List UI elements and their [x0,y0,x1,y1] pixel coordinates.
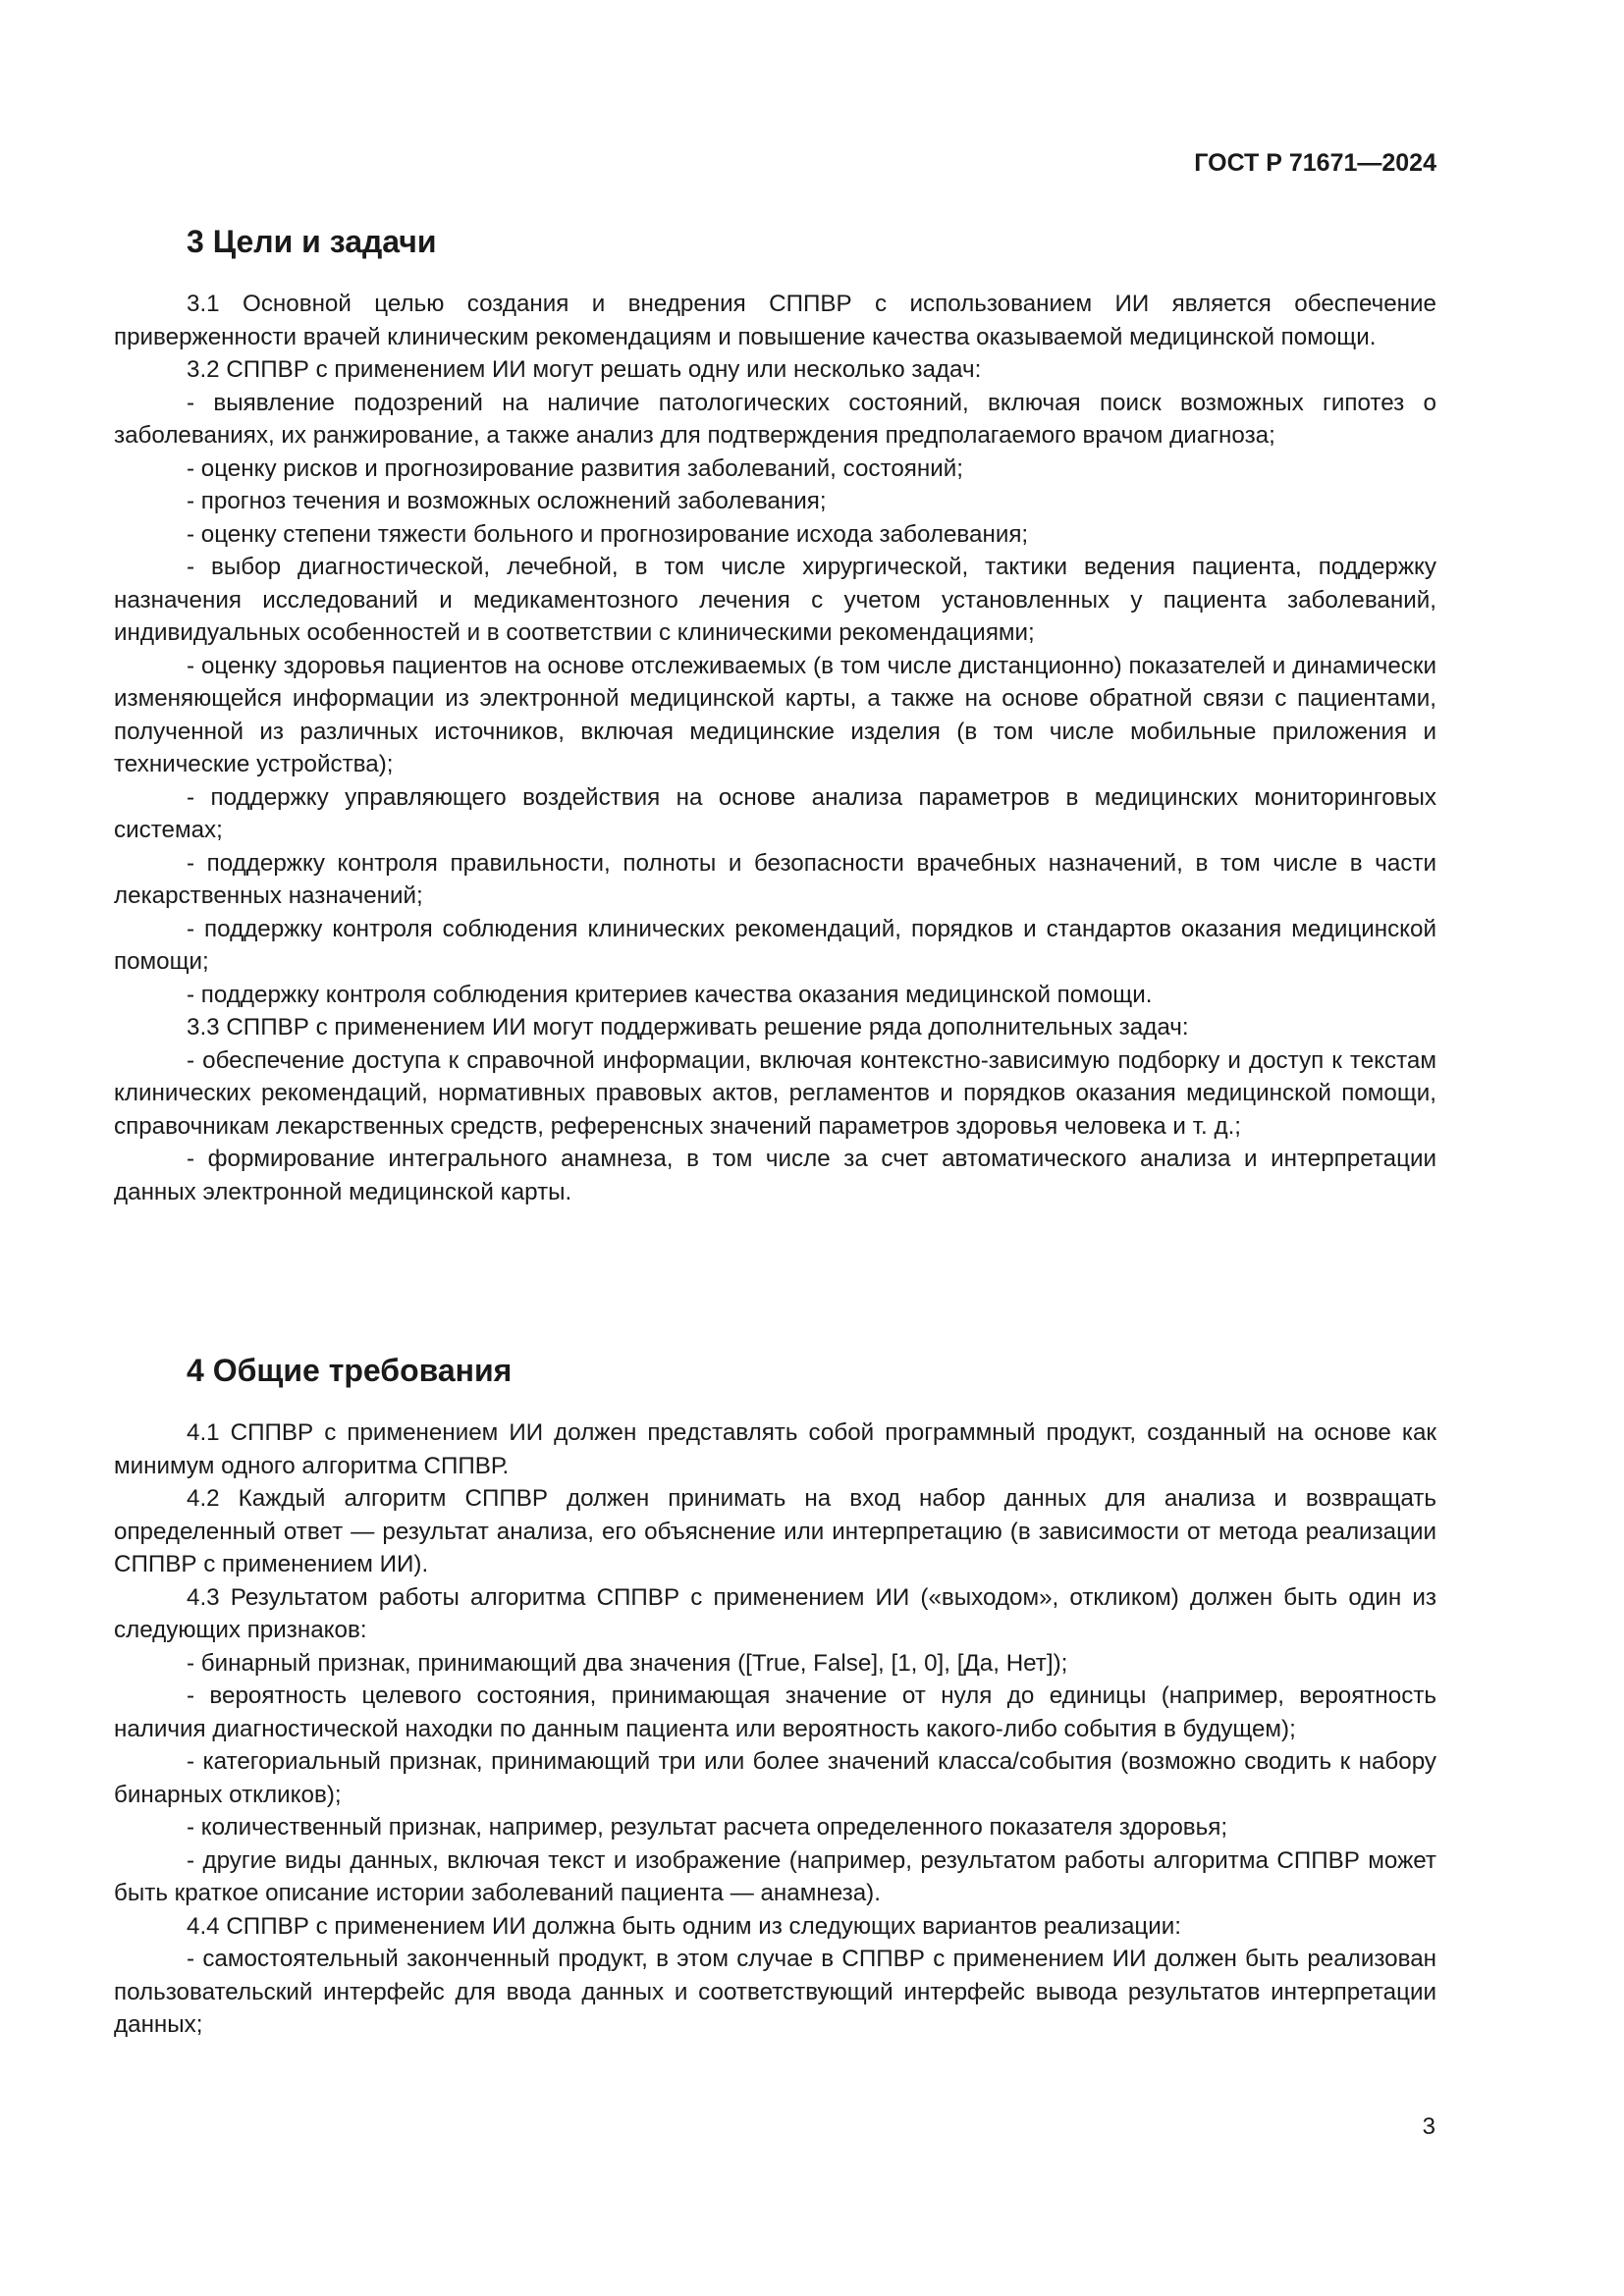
list-item: - оценку здоровья пациентов на основе отслеживаемых (в том числе дистанционно) показателей и динамически изменяющейся информации из электронной медицинской карты, а также на основе обратной связи с пациентами, полученной из различных источников, включая медицинские изделия (в том числе мобильные приложения и технические устройства); [114,652,1436,777]
list-item: - оценку рисков и прогнозирование развития заболеваний, состояний; [187,454,963,482]
list-item: - самостоятельный законченный продукт, в этом случае в СППВР с применением ИИ должен быть реализован пользовательский интерфейс для ввода данных и соответствующий интерфейс вывода результатов интерпретации данных; [114,1946,1436,2038]
paragraph: 4.4 СППВР с применением ИИ должна быть одним из следующих вариантов реализации: [187,1912,1182,1940]
list-item: - категориальный признак, принимающий три или более значений класса/события (возможно сводить к набору бинарных откликов); [114,1748,1436,1808]
list-item: - поддержку контроля соблюдения критериев качества оказания медицинской помощи. [187,981,1153,1008]
paragraph: 4.2 Каждый алгоритм СППВР должен принимать на вход набор данных для анализа и возвращать определенный ответ — результат анализа, его объяснение или интерпретацию (в зависимости от метода реализации СППВР с применением ИИ). [114,1485,1436,1577]
standard-code: ГОСТ Р 71671—2024 [1194,149,1436,177]
section-3-heading: 3 Цели и задачи [187,224,437,259]
list-item: - выбор диагностической, лечебной, в том числе хирургической, тактики ведения пациента, поддержку назначения исследований и медикаментозного лечения с учетом установленных у пациента заболеваний, индивидуальных особенностей и в соответствии с клиническими рекомендациями; [114,554,1436,646]
list-item: - поддержку управляющего воздействия на основе анализа параметров в медицинских мониторинговых системах; [114,783,1436,843]
list-item: - другие виды данных, включая текст и изображение (например, результатом работы алгоритма СППВР может быть краткое описание истории заболеваний пациента — анамнеза). [114,1846,1436,1906]
section-4-heading: 4 Общие требования [187,1353,513,1388]
list-item: - бинарный признак, принимающий два значения ([True, False], [1, 0], [Да, Нет]); [187,1649,1068,1677]
paragraph: 4.3 Результатом работы алгоритма СППВР с применением ИИ («выходом», откликом) должен быть один из следующих признаков: [114,1583,1436,1643]
list-item: - оценку степени тяжести больного и прогнозирование исхода заболевания; [187,520,1029,548]
list-item: - вероятность целевого состояния, принимающая значение от нуля до единицы (например, вероятность наличия диагностической находки по данным пациента или вероятность какого-либо события в будущем); [114,1682,1436,1742]
paragraph: 3.1 Основной целью создания и внедрения СППВР с использованием ИИ является обеспечение приверженности врачей клиническим рекомендациям и повышение качества оказываемой медицинской помощи. [114,291,1436,350]
list-item: - поддержку контроля правильности, полноты и безопасности врачебных назначений, в том числе в части лекарственных назначений; [114,849,1436,909]
list-item: - формирование интегрального анамнеза, в том числе за счет автоматического анализа и интерпретации данных электронной медицинской карты. [114,1146,1436,1205]
paragraph: 4.1 СППВР с применением ИИ должен представлять собой программный продукт, созданный на основе как минимум одного алгоритма СППВР. [114,1419,1436,1479]
list-item: - выявление подозрений на наличие патологических состояний, включая поиск возможных гипотез о заболеваниях, их ранжирование, а также анализ для подтверждения предполагаемого врачом диагноза; [114,389,1436,449]
list-item: - количественный признак, например, результат расчета определенного показателя здоровья; [187,1814,1228,1841]
section-3-body [114,288,1436,1208]
list-item: - прогноз течения и возможных осложнений заболевания; [187,488,827,514]
list-item: - обеспечение доступа к справочной информации, включая контекстно-зависимую подборку и доступ к текстам клинических рекомендаций, нормативных правовых актов, регламентов и порядков оказания медицинской помощи, справочникам лекарственных средств, референсных значений параметров здоровья человека и т. д.; [114,1046,1436,1140]
paragraph: 3.2 СППВР с применением ИИ могут решать одну или несколько задач: [187,356,982,383]
section-4-body [114,1416,1436,2042]
paragraph: 3.3 СППВР с применением ИИ могут поддерживать решение ряда дополнительных задач: [187,1014,1189,1041]
page-number: 3 [1422,2113,1435,2140]
list-item: - поддержку контроля соблюдения клинических рекомендаций, порядков и стандартов оказания медицинской помощи; [114,915,1436,975]
